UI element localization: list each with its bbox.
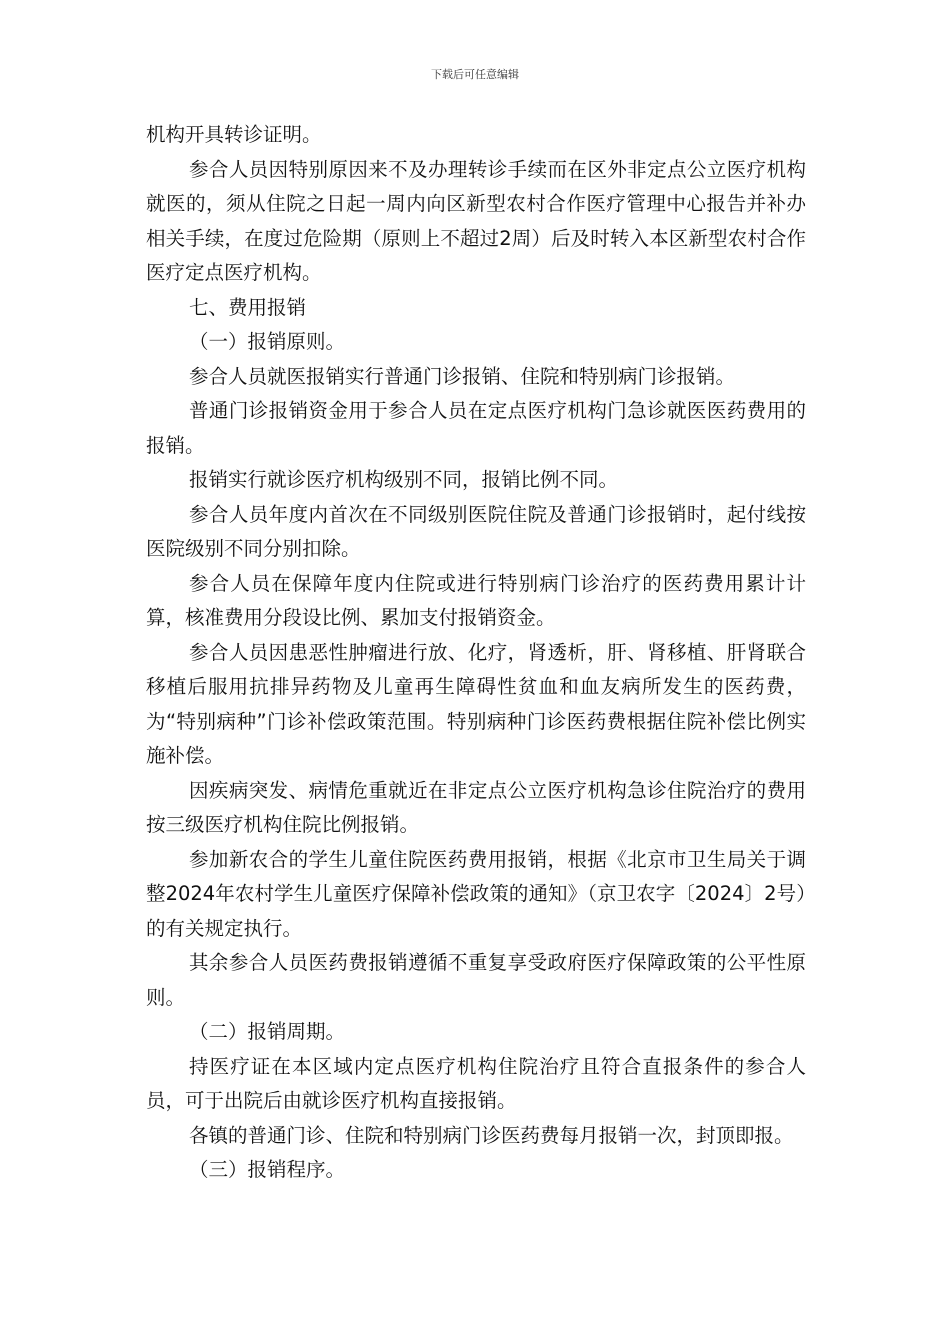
- paragraph-16: 各镇的普通门诊、住院和特别病门诊医药费每月报销一次，封顶即报。: [189, 1123, 794, 1147]
- paragraph-8: 参合人员年度内首次在不同级别医院住院及普通门诊报销时，起付线按医院级别不同分别扣除。: [146, 502, 806, 560]
- paragraph-6: 普通门诊报销资金用于参合人员在定点医疗机构门急诊就医医药费用的报销。: [146, 399, 806, 457]
- paragraph-2: 参合人员因特别原因来不及办理转诊手续而在区外非定点公立医疗机构就医的，须从住院之日起一周内向区新型农村合作医疗管理中心报告并补办相关手续，在度过危险期（原则上不超过2周）后及时转入本区新型农村合作医疗定点医疗机构。: [146, 157, 806, 284]
- paragraph-12: 参加新农合的学生儿童住院医药费用报销，根据《北京市卫生局关于调整2024年农村学生儿童医疗保障补偿政策的通知》（京卫农字〔2024〕2号）的有关规定执行。: [146, 847, 806, 940]
- paragraph-1: 机构开具转诊证明。: [146, 123, 322, 146]
- paragraph-11: 因疾病突发、病情危重就近在非定点公立医疗机构急诊住院治疗的费用按三级医疗机构住院比例报销。: [146, 778, 806, 836]
- document-body: [146, 118, 806, 1188]
- subsection-heading-3: （三）报销程序。: [189, 1158, 346, 1181]
- subsection-heading-2: （二）报销周期。: [189, 1020, 346, 1043]
- paragraph-13: 其余参合人员医药费报销遵循不重复享受政府医疗保障政策的公平性原则。: [146, 951, 806, 1009]
- page-header: 下载后可任意编辑: [431, 68, 519, 81]
- paragraph-5: 参合人员就医报销实行普通门诊报销、住院和特别病门诊报销。: [189, 364, 736, 388]
- paragraph-10: 参合人员因患恶性肿瘤进行放、化疗，肾透析，肝、肾移植、肝肾联合移植后服用抗排异药物及儿童再生障碍性贫血和血友病所发生的医药费，为“特别病种”门诊补偿政策范围。特别病种门诊医药费根据住院补偿比例实施补偿。: [146, 640, 806, 767]
- paragraph-15: 持医疗证在本区域内定点医疗机构住院治疗且符合直报条件的参合人员，可于出院后由就诊医疗机构直接报销。: [146, 1054, 806, 1112]
- section-heading-7: 七、费用报销: [189, 295, 307, 319]
- subsection-heading-1: （一）报销原则。: [189, 330, 346, 353]
- paragraph-9: 参合人员在保障年度内住院或进行特别病门诊治疗的医药费用累计计算，核准费用分段设比例、累加支付报销资金。: [146, 571, 806, 629]
- paragraph-7: 报销实行就诊医疗机构级别不同，报销比例不同。: [189, 468, 619, 491]
